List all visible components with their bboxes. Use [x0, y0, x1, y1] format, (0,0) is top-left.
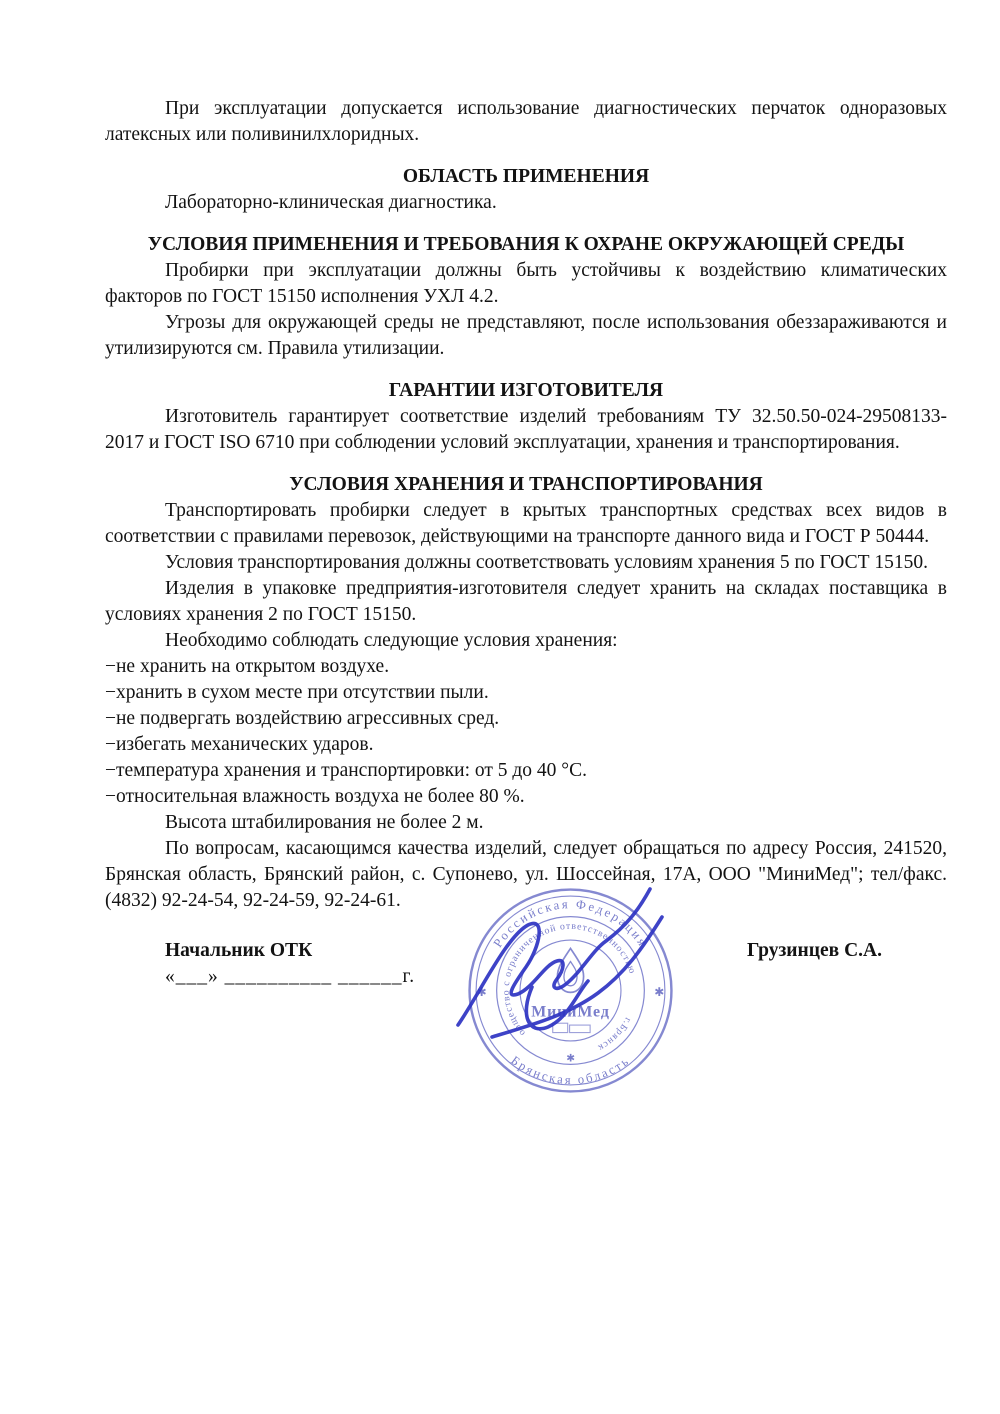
list-item: −не хранить на открытом воздухе. — [105, 656, 390, 677]
paragraph-transport-conditions: Условия транспортирования должны соответствовать условиям хранения 5 по ГОСТ 15150. — [165, 552, 929, 573]
paragraph-transport: Транспортировать пробирки следует в крытых транспортных средствах всех видов в соответствии с правилами перевозок, действующими на транспорте данного вида и ГОСТ Р 50444. — [105, 500, 947, 547]
heading-usage-conditions: УСЛОВИЯ ПРИМЕНЕНИЯ И ТРЕБОВАНИЯ К ОХРАНЕ ОКРУЖАЮЩЕЙ СРЕДЫ — [147, 234, 905, 255]
list-item: −не подвергать воздействию агрессивных сред. — [105, 708, 500, 729]
list-item: −температура хранения и транспортировки: от 5 до 40 °С. — [105, 760, 587, 781]
signature-strokes — [440, 875, 690, 1050]
date-placeholder: «___» __________ ______г. — [165, 966, 416, 987]
stamp-star-bottom-icon: ✱ — [566, 1053, 575, 1065]
signatory-name: Грузинцев С.А. — [746, 940, 882, 961]
list-item: −избегать механических ударов. — [105, 734, 374, 755]
stamp-outer-bottom-text: Брянская область — [508, 1053, 633, 1088]
stamp-outer-top-text: Российская Федерация — [490, 897, 651, 950]
list-item: −хранить в сухом месте при отсутствии пыли. — [105, 682, 489, 703]
heading-scope: ОБЛАСТЬ ПРИМЕНЕНИЯ — [402, 166, 650, 187]
paragraph-warranty: Изготовитель гарантирует соответствие изделий требованиям ТУ 32.50.50-024-29508133-2017 и ГОСТ ISO 6710 при соблюдении условий эксплуатации, хранения и транспортирования. — [105, 406, 947, 453]
paragraph-contact: По вопросам, касающимся качества изделий, следует обращаться по адресу Россия, 241520, Брянская область, Брянский район, с. Супонево, ул. Шоссейная, 17А, ООО "МиниМед"; тел/факс. (4832) 92-24-54, 92-24-59, 92-24-61. — [105, 838, 947, 911]
list-item: −относительная влажность воздуха не более 80 %. — [105, 786, 525, 807]
paragraph-gloves: При эксплуатации допускается использование диагностических перчаток одноразовых латексных или поливинилхлоридных. — [105, 98, 947, 145]
heading-storage: УСЛОВИЯ ХРАНЕНИЯ И ТРАНСПОРТИРОВАНИЯ — [289, 474, 763, 495]
heading-warranty: ГАРАНТИИ ИЗГОТОВИТЕЛЯ — [388, 380, 664, 401]
paragraph-climatic: Пробирки при эксплуатации должны быть устойчивы к воздействию климатических факторов по ГОСТ 15150 исполнения УХЛ 4.2. — [105, 260, 947, 307]
stamp-star-left-icon: ✱ — [476, 985, 487, 1000]
stamp-city-text: г.Брянск — [595, 1015, 634, 1054]
handwritten-signature — [440, 875, 690, 1050]
signature-main-stroke — [458, 889, 650, 1025]
paragraph-storage-intro: Необходимо соблюдать следующие условия хранения: — [165, 630, 618, 651]
signatory-title: Начальник ОТК — [165, 940, 313, 961]
paragraph-scope: Лабораторно-клиническая диагностика. — [165, 192, 497, 213]
stamp-company-name: МиниМед — [531, 1003, 610, 1021]
paragraph-warehouse: Изделия в упаковке предприятия-изготовителя следует хранить на складах поставщика в условиях хранения 2 по ГОСТ 15150. — [105, 578, 947, 625]
paragraph-environment: Угрозы для окружающей среды не представляют, после использования обеззараживаются и утилизируются см. Правила утилизации. — [105, 312, 947, 359]
storage-conditions-list — [105, 654, 947, 810]
stamp-star-right-icon: ✱ — [654, 985, 665, 1000]
stamp-inner-ring-text: общество с ограниченной ответственностью — [500, 920, 638, 1039]
paragraph-stacking: Высота штабилирования не более 2 м. — [165, 812, 484, 833]
